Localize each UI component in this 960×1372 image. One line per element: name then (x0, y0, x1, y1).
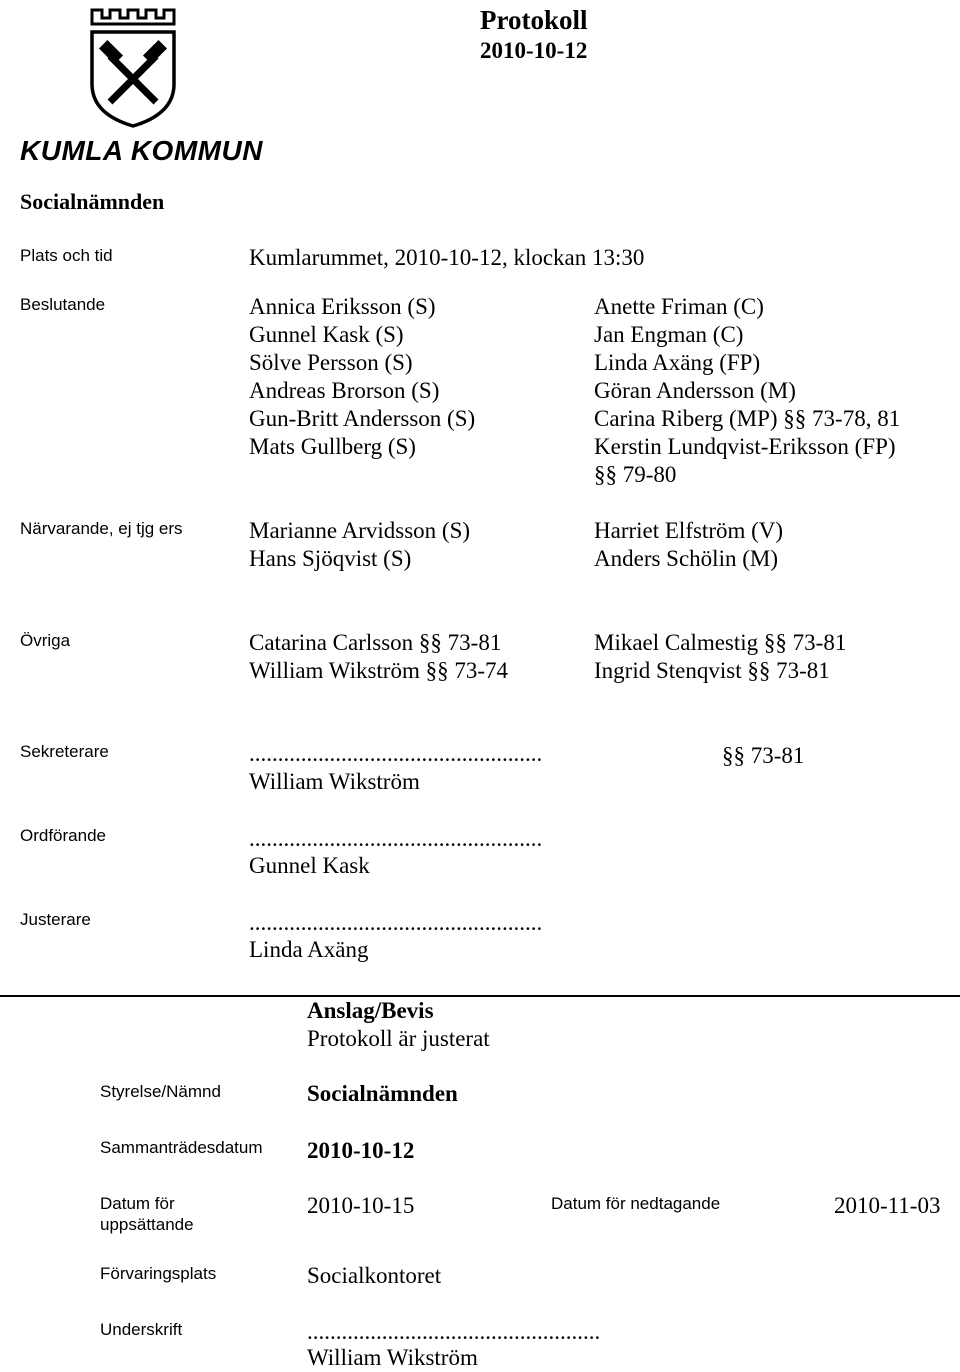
anslag-heading: Anslag/Bevis (307, 998, 434, 1023)
attendee-name: Harriet Elfström (V) (594, 518, 784, 543)
narvarande-right-list (594, 517, 783, 573)
member-name: Anette Friman (C) (594, 294, 764, 319)
styrelse-value: Socialnämnden (307, 1081, 458, 1106)
ovriga-left-list (249, 629, 508, 685)
ordforande-signature-line: ................................................... (249, 826, 543, 851)
section-divider (0, 995, 960, 997)
member-name: Kerstin Lundqvist-Eriksson (FP) (594, 434, 896, 459)
member-name: Linda Axäng (FP) (594, 350, 761, 375)
sekreterare-label: Sekreterare (20, 742, 109, 761)
member-name: Mats Gullberg (S) (249, 434, 416, 459)
underskrift-label: Underskrift (100, 1320, 183, 1339)
other-attendee: Catarina Carlsson §§ 73-81 (249, 630, 502, 655)
beslutande-left-list (249, 293, 475, 461)
attendee-name: Hans Sjöqvist (S) (249, 546, 412, 571)
attendee-name: Marianne Arvidsson (S) (249, 518, 471, 543)
member-name: Göran Andersson (M) (594, 378, 796, 403)
justerare-signature-line: ................................................... (249, 910, 543, 935)
place-label: Plats och tid (20, 246, 113, 265)
narvarande-left-list (249, 517, 470, 573)
sekreterare-paragraphs: §§ 73-81 (722, 743, 805, 768)
uppsattande-label-line: uppsättande (100, 1215, 194, 1234)
other-attendee: Mikael Calmestig §§ 73-81 (594, 630, 847, 655)
underskrift-signature-line: ................................................... (307, 1319, 601, 1344)
member-paragraphs: §§ 79-80 (594, 462, 677, 487)
member-name: Carina Riberg (MP) §§ 73-78, 81 (594, 406, 901, 431)
member-name: Gunnel Kask (S) (249, 322, 404, 347)
member-name: Andreas Brorson (S) (249, 378, 440, 403)
nedtagande-value: 2010-11-03 (834, 1193, 941, 1218)
underskrift-name: William Wikström (307, 1345, 478, 1370)
ovriga-right-list (594, 629, 846, 685)
justerare-name: Linda Axäng (249, 937, 369, 962)
kumla-kommun-logo (18, 4, 263, 166)
place-value: Kumlarummet, 2010-10-12, klockan 13:30 (249, 245, 645, 270)
attendee-name: Anders Schölin (M) (594, 546, 778, 571)
beslutande-right-list (594, 293, 900, 489)
justerare-label: Justerare (20, 910, 91, 929)
forvaring-label: Förvaringsplats (100, 1264, 217, 1283)
document-date: 2010-10-12 (480, 38, 588, 63)
anslag-subheading: Protokoll är justerat (307, 1026, 490, 1051)
sammantrade-label: Sammanträdesdatum (100, 1138, 263, 1157)
sammantrade-value: 2010-10-12 (307, 1138, 415, 1163)
document-title: Protokoll (480, 5, 588, 35)
coat-of-arms-icon (18, 4, 248, 134)
ovriga-label: Övriga (20, 631, 71, 650)
styrelse-label: Styrelse/Nämnd (100, 1082, 221, 1101)
sekreterare-name: William Wikström (249, 769, 420, 794)
committee-name: Socialnämnden (20, 189, 165, 214)
member-name: Gun-Britt Andersson (S) (249, 406, 476, 431)
other-attendee: William Wikström §§ 73-74 (249, 658, 509, 683)
ordforande-label: Ordförande (20, 826, 106, 845)
member-name: Annica Eriksson (S) (249, 294, 436, 319)
sekreterare-signature-line: ................................................... (249, 741, 543, 766)
nedtagande-label: Datum för nedtagande (551, 1194, 721, 1213)
uppsattande-value: 2010-10-15 (307, 1193, 415, 1218)
other-attendee: Ingrid Stenqvist §§ 73-81 (594, 658, 830, 683)
logo-text: KUMLA KOMMUN (20, 135, 263, 166)
ordforande-name: Gunnel Kask (249, 853, 370, 878)
member-name: Sölve Persson (S) (249, 350, 413, 375)
uppsattande-label (100, 1193, 194, 1235)
forvaring-value: Socialkontoret (307, 1263, 442, 1288)
beslutande-label: Beslutande (20, 295, 106, 314)
narvarande-label: Närvarande, ej tjg ers (20, 519, 183, 538)
uppsattande-label-line: Datum för (100, 1194, 175, 1213)
member-name: Jan Engman (C) (594, 322, 744, 347)
